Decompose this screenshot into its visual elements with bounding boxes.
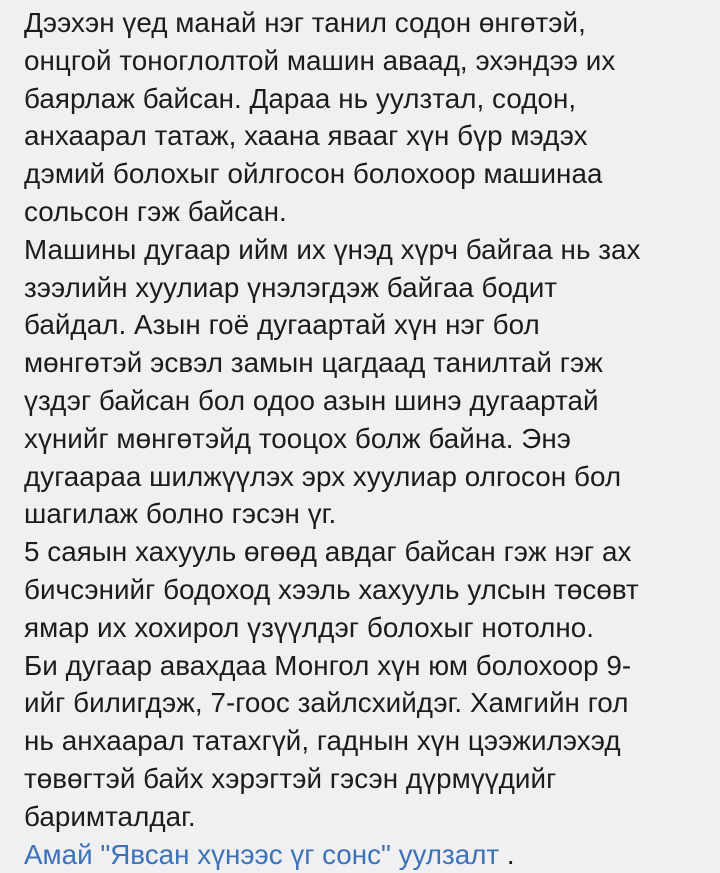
text-line: бичсэнийг бодоход хээль хахууль улсын төсөвт bbox=[24, 573, 639, 605]
text-line: шагилаж болно гэсэн үг. bbox=[24, 498, 337, 530]
trailing-period: . bbox=[499, 838, 515, 870]
text-line: ямар их хохирол үзүүлдэг болохыг нотолно. bbox=[24, 611, 595, 643]
text-line: хүнийг мөнгөтэйд тооцох болж байна. Энэ bbox=[24, 422, 571, 454]
text-line: зээлийн хуулиар үнэлэгдэж байгаа бодит bbox=[24, 271, 558, 303]
text-line: нь анхаарал татахгүй, гаднын хүн цээжилэхэд bbox=[24, 725, 621, 757]
event-link[interactable]: Амай "Явсан хүнээс үг сонс" уулзалт bbox=[24, 838, 500, 870]
event-link-line bbox=[24, 836, 710, 873]
text-line: ийг билигдэж, 7-гоос зайлсхийдэг. Хамгийн гол bbox=[24, 687, 629, 719]
text-line: баримталдаг. bbox=[24, 800, 196, 832]
text-line: дугаараа шилжүүлэх эрх хуулиар олгосон бол bbox=[24, 460, 622, 492]
text-line: байдал. Азын гоё дугаартай хүн нэг бол bbox=[24, 309, 540, 341]
text-line: анхаарал татаж, хаана явааг хүн бүр мэдэх bbox=[24, 120, 588, 152]
text-line: Дээхэн үед манай нэг танил содон өнгөтэй, bbox=[24, 7, 586, 38]
text-line: мөнгөтэй эсвэл замын цагдаад танилтай гэж bbox=[24, 347, 603, 379]
text-line: онцгой тоноглолтой машин аваад, эхэндээ их bbox=[24, 44, 616, 76]
text-line: үздэг байсан бол одоо азын шинэ дугаартай bbox=[24, 384, 599, 416]
paragraph-3 bbox=[24, 533, 710, 646]
text-line: баярлаж байсан. Дараа нь уулзтал, содон, bbox=[24, 82, 577, 114]
text-line: Машины дугаар ийм их үнэд хүрч байгаа нь зах bbox=[24, 233, 641, 265]
text-line: сольсон гэж байсан. bbox=[24, 195, 287, 227]
text-line: төвөгтэй байх хэрэгтэй гэсэн дүрмүүдийг bbox=[24, 762, 557, 794]
text-line: 5 саяын хахууль өгөөд авдаг байсан гэж нэг ах bbox=[24, 536, 632, 568]
paragraph-1 bbox=[24, 4, 710, 231]
text-line: дэмий болохыг ойлгосон болохоор машинаа bbox=[24, 158, 603, 190]
paragraph-4 bbox=[24, 647, 710, 836]
paragraph-2 bbox=[24, 231, 710, 533]
text-line: Би дугаар авахдаа Монгол хүн юм болохоор 9- bbox=[24, 649, 632, 681]
